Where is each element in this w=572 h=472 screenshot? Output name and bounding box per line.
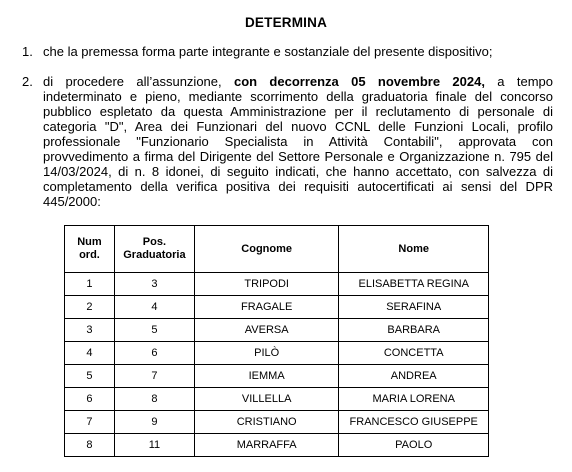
cell-cognome: IEMMA <box>194 365 339 388</box>
document-title: DETERMINA <box>244 15 328 30</box>
cell-nome: ELISABETTA REGINA <box>339 273 489 296</box>
cell-pos: 9 <box>114 411 194 434</box>
cell-cognome: PILÒ <box>194 342 339 365</box>
list-item-text-bold: con decorrenza 05 novembre 2024, <box>233 74 485 89</box>
header-nome: Nome <box>339 226 489 273</box>
cell-nome: MARIA LORENA <box>339 388 489 411</box>
cell-num: 7 <box>65 411 115 434</box>
table-row <box>65 388 489 411</box>
cell-num: 4 <box>65 342 115 365</box>
cell-cognome: TRIPODI <box>194 273 339 296</box>
cell-cognome: CRISTIANO <box>194 411 339 434</box>
cell-pos: 5 <box>114 319 194 342</box>
table-header-row <box>65 226 489 273</box>
cell-num: 1 <box>65 273 115 296</box>
list-item-text: che la premessa forma parte integrante e sostanziale del presente dispositivo; <box>43 44 493 59</box>
table-row <box>65 411 489 434</box>
table-row <box>65 365 489 388</box>
cell-nome: BARBARA <box>339 319 489 342</box>
table-row <box>65 434 489 457</box>
list-item-text-intro: di procedere all’assunzione, <box>43 74 234 89</box>
cell-nome: SERAFINA <box>339 296 489 319</box>
cell-num: 5 <box>65 365 115 388</box>
cell-nome: PAOLO <box>339 434 489 457</box>
cell-num: 6 <box>65 388 115 411</box>
cell-nome: FRANCESCO GIUSEPPE <box>339 411 489 434</box>
cell-pos: 6 <box>114 342 194 365</box>
cell-nome: ANDREA <box>339 365 489 388</box>
cell-cognome: MARRAFFA <box>194 434 339 457</box>
cell-num: 3 <box>65 319 115 342</box>
cell-pos: 11 <box>114 434 194 457</box>
cell-pos: 3 <box>114 273 194 296</box>
cell-num: 8 <box>65 434 115 457</box>
list-item-text-rest: a tempo indeterminato e pieno, mediante scorrimento della graduatoria finale del concorso pubblico espletato da questa Amministrazione per il reclutamento di personale di categoria "D", Area dei Funzionari del nuovo CCNL delle Funzioni Locali, profilo professionale "Funzionario Specialista in Attività Contabili", approvata con provvedimento a firma del Dirigente del Settore Personale e Organizzazione n. 795 del 14/03/2024, di n. 8 idonei, di seguito indicati, che hanno accettato, con salvezza di completamento della verifica positiva dei requisiti autocertificati ai sensi del DPR 445/2000: <box>43 74 553 209</box>
cell-pos: 8 <box>114 388 194 411</box>
list-item-number: 2. <box>22 74 33 89</box>
cell-cognome: AVERSA <box>194 319 339 342</box>
table-row <box>65 342 489 365</box>
graduatoria-table <box>64 225 489 457</box>
list-item-number: 1. <box>22 44 33 59</box>
cell-cognome: FRAGALE <box>194 296 339 319</box>
header-cognome: Cognome <box>194 226 339 273</box>
cell-num: 2 <box>65 296 115 319</box>
cell-pos: 4 <box>114 296 194 319</box>
header-pos-graduatoria: Pos. Graduatoria <box>114 226 194 273</box>
cell-cognome: VILLELLA <box>194 388 339 411</box>
table-row <box>65 296 489 319</box>
cell-pos: 7 <box>114 365 194 388</box>
table-row <box>65 273 489 296</box>
list-item-text <box>43 74 553 209</box>
header-num-ord: Num ord. <box>65 226 115 273</box>
cell-nome: CONCETTA <box>339 342 489 365</box>
table-row <box>65 319 489 342</box>
